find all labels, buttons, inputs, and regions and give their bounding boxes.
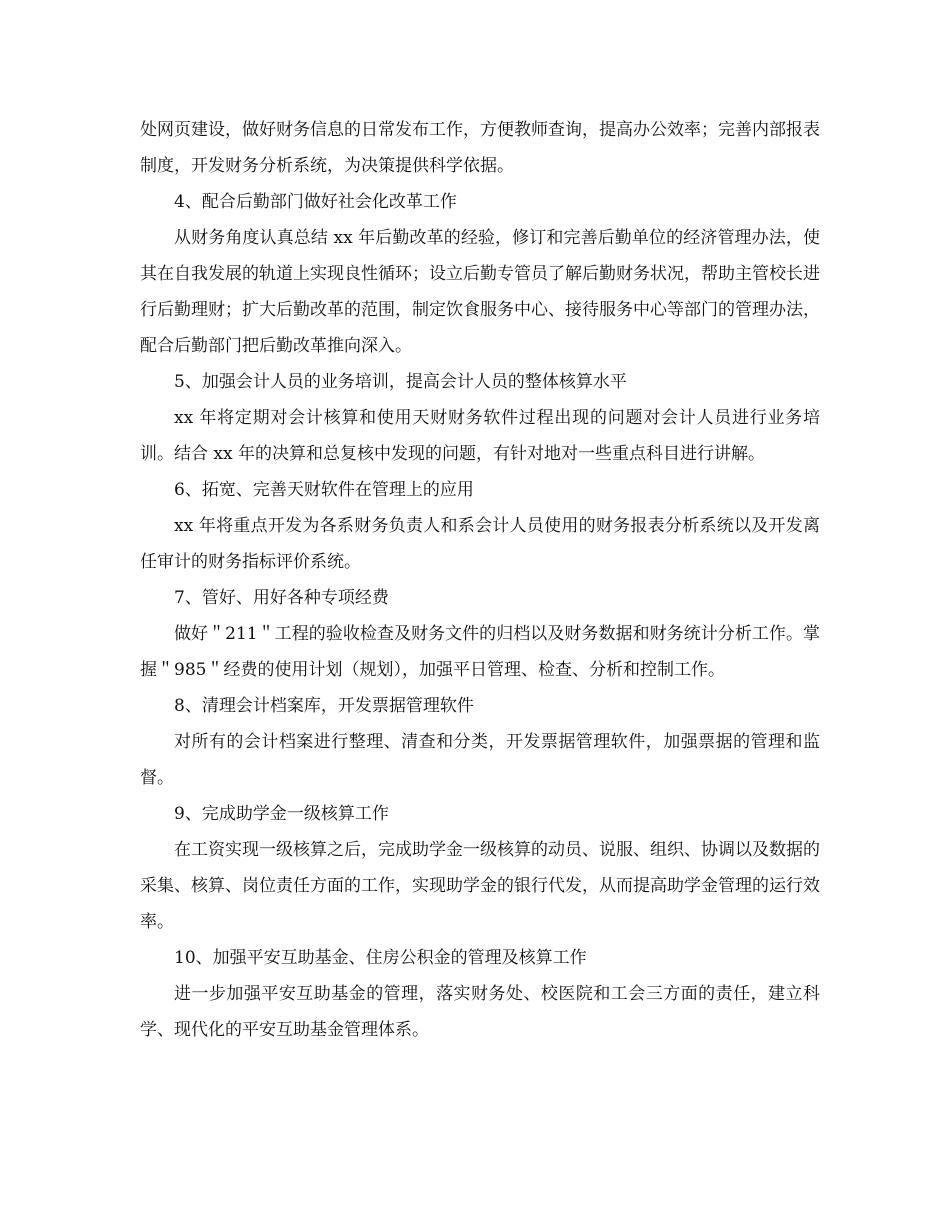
section-heading-4: 4、配合后勤部门做好社会化改革工作 [174,192,457,212]
section-heading-10: 10、加强平安互助基金、住房公积金的管理及核算工作 [174,948,587,968]
section-heading-8: 8、清理会计档案库，开发票据管理软件 [174,696,474,716]
paragraph-special-funds: 做好＂211＂工程的验收检查及财务文件的归档以及财务数据和财务统计分析工作。掌握＂985＂经费的使用计划（规划），加强平日管理、检查、分析和控制工作。 [140,624,820,680]
paragraph-software-application: xx 年将重点开发为各系财务负责人和系会计人员使用的财务报表分析系统以及开发离任审计的财务指标评价系统。 [140,516,820,572]
paragraph-scholarship: 在工资实现一级核算之后，完成助学金一级核算的动员、说服、组织、协调以及数据的采集、核算、岗位责任方面的工作，实现助学金的银行代发，从而提高助学金管理的运行效率。 [140,840,820,932]
paragraph-archives: 对所有的会计档案进行整理、清查和分类，开发票据管理软件，加强票据的管理和监督。 [140,732,820,788]
section-heading-9: 9、完成助学金一级核算工作 [174,804,389,824]
section-heading-7: 7、管好、用好各种专项经费 [174,588,389,608]
section-heading-5: 5、加强会计人员的业务培训，提高会计人员的整体核算水平 [174,372,627,392]
paragraph-mutual-aid-fund: 进一步加强平安互助基金的管理，落实财务处、校医院和工会三方面的责任，建立科学、现代化的平安互助基金管理体系。 [140,984,820,1040]
document-body [140,112,820,1048]
paragraph-logistics-reform: 从财务角度认真总结 xx 年后勤改革的经验，修订和完善后勤单位的经济管理办法，使其在自我发展的轨道上实现良性循环；设立后勤专管员了解后勤财务状况，帮助主管校长进行后勤理财；扩大后勤改革的范围，制定饮食服务中心、接待服务中心等部门的管理办法，配合后勤部门把后勤改革推向深入。 [140,228,820,356]
section-heading-6: 6、拓宽、完善天财软件在管理上的应用 [174,480,474,500]
paragraph-accountant-training: xx 年将定期对会计核算和使用天财财务软件过程出现的问题对会计人员进行业务培训。结合 xx 年的决算和总复核中发现的问题，有针对地对一些重点科目进行讲解。 [140,408,820,464]
paragraph-continuation: 处网页建设，做好财务信息的日常发布工作，方便教师查询，提高办公效率；完善内部报表制度，开发财务分析系统，为决策提供科学依据。 [140,120,820,176]
